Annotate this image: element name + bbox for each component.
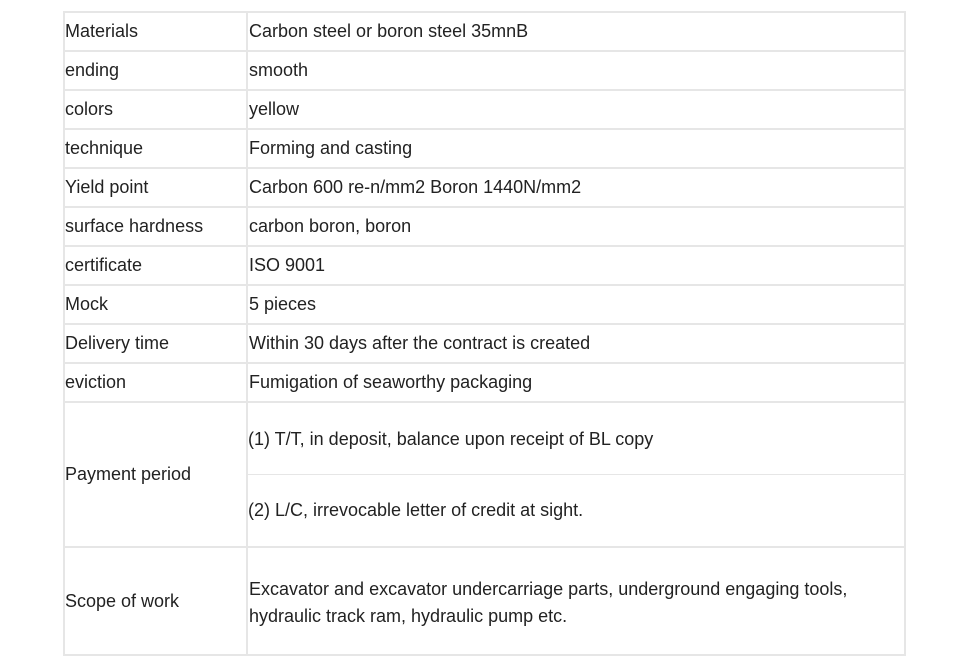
row-key: certificate — [64, 246, 247, 285]
payment-term-1: (1) T/T, in deposit, balance upon receipt of BL copy — [248, 404, 904, 475]
row-value: 5 pieces — [247, 285, 905, 324]
row-key: Mock — [64, 285, 247, 324]
table-row — [64, 324, 905, 363]
row-value: carbon boron, boron — [247, 207, 905, 246]
scope-text — [249, 572, 904, 630]
row-key: colors — [64, 90, 247, 129]
table-row — [64, 285, 905, 324]
row-value: yellow — [247, 90, 905, 129]
row-value: Forming and casting — [247, 129, 905, 168]
row-value: Within 30 days after the contract is created — [247, 324, 905, 363]
payment-value — [247, 402, 905, 547]
row-value: Carbon 600 re-n/mm2 Boron 1440N/mm2 — [247, 168, 905, 207]
payment-row — [64, 402, 905, 547]
row-key: Materials — [64, 12, 247, 51]
table-row — [64, 12, 905, 51]
row-value: ISO 9001 — [247, 246, 905, 285]
scope-value — [247, 547, 905, 655]
row-value: Fumigation of seaworthy packaging — [247, 363, 905, 402]
scope-row — [64, 547, 905, 655]
row-key: ending — [64, 51, 247, 90]
table-row — [64, 168, 905, 207]
spec-table — [63, 11, 906, 656]
table-row — [64, 246, 905, 285]
table-row — [64, 90, 905, 129]
scope-line-2: hydraulic track ram, hydraulic pump etc. — [249, 606, 568, 626]
payment-term-2: (2) L/C, irrevocable letter of credit at sight. — [248, 499, 584, 520]
table-row — [64, 129, 905, 168]
table-row — [64, 51, 905, 90]
row-value: smooth — [247, 51, 905, 90]
row-key: Yield point — [64, 168, 247, 207]
row-key: technique — [64, 129, 247, 168]
row-value: Carbon steel or boron steel 35mnB — [247, 12, 905, 51]
table-row — [64, 363, 905, 402]
payment-key: Payment period — [64, 402, 247, 547]
scope-key: Scope of work — [64, 547, 247, 655]
row-key: Delivery time — [64, 324, 247, 363]
table-row — [64, 207, 905, 246]
row-key: eviction — [64, 363, 247, 402]
row-key: surface hardness — [64, 207, 247, 246]
scope-line-1: Excavator and excavator undercarriage parts, underground engaging tools, — [249, 579, 848, 599]
